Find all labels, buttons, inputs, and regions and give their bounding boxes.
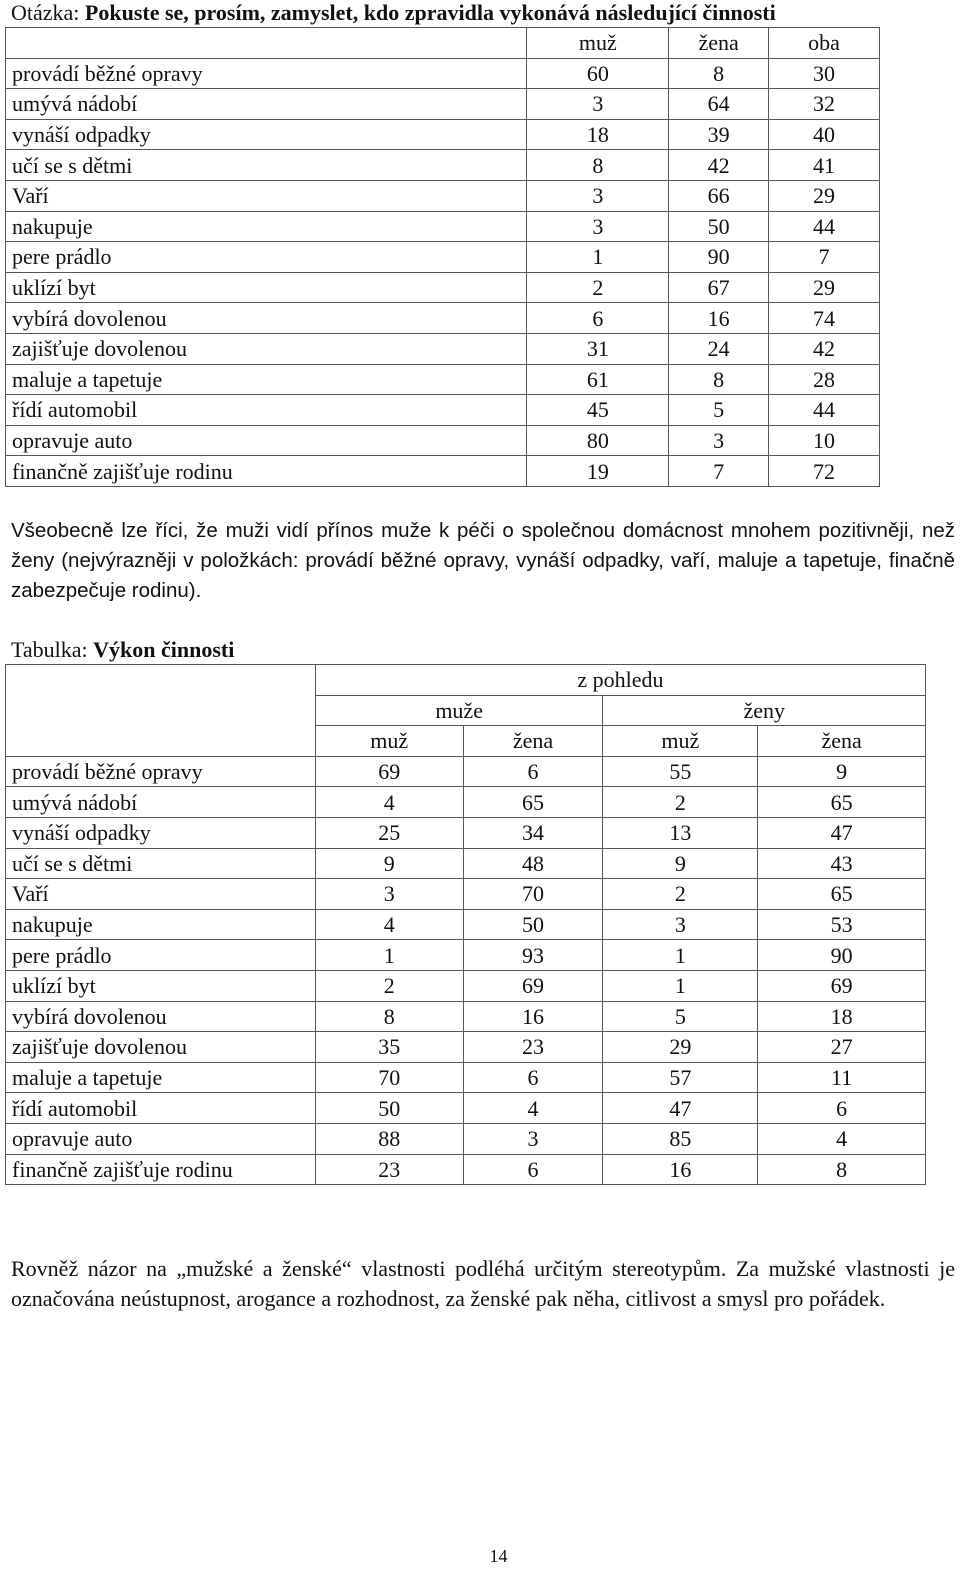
- row-label: finančně zajišťuje rodinu: [6, 456, 527, 487]
- row-label: umývá nádobí: [6, 89, 527, 120]
- page-number: 14: [489, 1546, 508, 1566]
- value-cell: 19: [527, 456, 669, 487]
- value-cell: 70: [463, 879, 603, 910]
- table-row: [6, 1001, 926, 1032]
- value-cell: 88: [315, 1123, 463, 1154]
- value-cell: 6: [463, 1062, 603, 1093]
- value-cell: 65: [758, 879, 926, 910]
- row-label: Vaří: [6, 879, 316, 910]
- table-row: [6, 1062, 926, 1093]
- row-label: provádí běžné opravy: [6, 58, 527, 89]
- table-row: [6, 970, 926, 1001]
- value-cell: 6: [527, 303, 669, 334]
- value-cell: 44: [769, 395, 880, 426]
- value-cell: 47: [603, 1093, 758, 1124]
- table-row: [6, 303, 880, 334]
- value-cell: 5: [669, 395, 769, 426]
- row-label: maluje a tapetuje: [6, 364, 527, 395]
- value-cell: 41: [769, 150, 880, 181]
- table-row: [6, 940, 926, 971]
- value-cell: 16: [603, 1154, 758, 1185]
- value-cell: 13: [603, 817, 758, 848]
- table-row: [6, 848, 926, 879]
- value-cell: 53: [758, 909, 926, 940]
- value-cell: 29: [603, 1032, 758, 1063]
- table-row: [6, 364, 880, 395]
- value-cell: 29: [769, 180, 880, 211]
- value-cell: 85: [603, 1123, 758, 1154]
- value-cell: 23: [315, 1154, 463, 1185]
- value-cell: 2: [603, 879, 758, 910]
- value-cell: 18: [758, 1001, 926, 1032]
- value-cell: 1: [315, 940, 463, 971]
- value-cell: 9: [603, 848, 758, 879]
- row-label: učí se s dětmi: [6, 848, 316, 879]
- row-label: Vaří: [6, 180, 527, 211]
- subgroup-header-muze: muže: [315, 695, 603, 726]
- column-header-zena: žena: [758, 726, 926, 757]
- row-label: pere prádlo: [6, 940, 316, 971]
- value-cell: 29: [769, 272, 880, 303]
- value-cell: 9: [758, 756, 926, 787]
- row-label: řídí automobil: [6, 395, 527, 426]
- value-cell: 4: [315, 787, 463, 818]
- value-cell: 8: [527, 150, 669, 181]
- question-line: [11, 0, 776, 26]
- header-blank-cell: [6, 665, 316, 757]
- table-row: [6, 211, 880, 242]
- value-cell: 16: [463, 1001, 603, 1032]
- value-cell: 25: [315, 817, 463, 848]
- activity-table: [5, 27, 880, 487]
- row-label: vybírá dovolenou: [6, 303, 527, 334]
- value-cell: 3: [315, 879, 463, 910]
- value-cell: 4: [315, 909, 463, 940]
- value-cell: 8: [669, 58, 769, 89]
- table-row: [6, 756, 926, 787]
- value-cell: 57: [603, 1062, 758, 1093]
- value-cell: 48: [463, 848, 603, 879]
- performance-table: [5, 664, 926, 1185]
- value-cell: 4: [463, 1093, 603, 1124]
- value-cell: 61: [527, 364, 669, 395]
- value-cell: 42: [769, 333, 880, 364]
- table-row: [6, 333, 880, 364]
- row-label: pere prádlo: [6, 242, 527, 273]
- table-row: [6, 1123, 926, 1154]
- row-label: opravuje auto: [6, 425, 527, 456]
- table-row: [6, 58, 880, 89]
- column-header-zena: žena: [463, 726, 603, 757]
- question-text: Pokuste se, prosím, zamyslet, kdo zpravidla vykonává následující činnosti: [84, 0, 776, 25]
- value-cell: 40: [769, 119, 880, 150]
- table-row: [6, 180, 880, 211]
- value-cell: 24: [669, 333, 769, 364]
- column-header-zena: žena: [669, 28, 769, 59]
- value-cell: 90: [669, 242, 769, 273]
- value-cell: 3: [527, 211, 669, 242]
- value-cell: 65: [758, 787, 926, 818]
- table-row: [6, 272, 880, 303]
- row-label: vynáší odpadky: [6, 817, 316, 848]
- value-cell: 27: [758, 1032, 926, 1063]
- value-cell: 4: [758, 1123, 926, 1154]
- row-label: zajišťuje dovolenou: [6, 1032, 316, 1063]
- row-label: uklízí byt: [6, 272, 527, 303]
- row-label: uklízí byt: [6, 970, 316, 1001]
- value-cell: 44: [769, 211, 880, 242]
- value-cell: 80: [527, 425, 669, 456]
- value-cell: 72: [769, 456, 880, 487]
- value-cell: 8: [669, 364, 769, 395]
- table-row: [6, 787, 926, 818]
- value-cell: 3: [527, 180, 669, 211]
- value-cell: 3: [527, 89, 669, 120]
- row-label: vynáší odpadky: [6, 119, 527, 150]
- row-label: řídí automobil: [6, 1093, 316, 1124]
- value-cell: 2: [603, 787, 758, 818]
- value-cell: 3: [463, 1123, 603, 1154]
- row-label: opravuje auto: [6, 1123, 316, 1154]
- row-label: maluje a tapetuje: [6, 1062, 316, 1093]
- value-cell: 50: [315, 1093, 463, 1124]
- value-cell: 32: [769, 89, 880, 120]
- value-cell: 64: [669, 89, 769, 120]
- value-cell: 65: [463, 787, 603, 818]
- value-cell: 31: [527, 333, 669, 364]
- value-cell: 16: [669, 303, 769, 334]
- value-cell: 7: [769, 242, 880, 273]
- value-cell: 47: [758, 817, 926, 848]
- value-cell: 6: [463, 1154, 603, 1185]
- table-caption-prefix: Tabulka:: [11, 637, 88, 662]
- table-row: [6, 395, 880, 426]
- value-cell: 90: [758, 940, 926, 971]
- value-cell: 39: [669, 119, 769, 150]
- value-cell: 3: [603, 909, 758, 940]
- value-cell: 69: [315, 756, 463, 787]
- column-header-muz: muž: [315, 726, 463, 757]
- value-cell: 1: [603, 970, 758, 1001]
- table-row: [6, 425, 880, 456]
- value-cell: 42: [669, 150, 769, 181]
- table-row: [6, 1154, 926, 1185]
- value-cell: 50: [669, 211, 769, 242]
- value-cell: 6: [758, 1093, 926, 1124]
- column-header-oba: oba: [769, 28, 880, 59]
- table-row: [6, 242, 880, 273]
- value-cell: 34: [463, 817, 603, 848]
- header-blank-cell: [6, 28, 527, 59]
- value-cell: 43: [758, 848, 926, 879]
- value-cell: 7: [669, 456, 769, 487]
- group-header-z-pohledu: z pohledu: [315, 665, 925, 696]
- summary-paragraph: Všeobecně lze říci, že muži vidí přínos muže k péči o společnou domácnost mnohem pozitivněji, než ženy (nejvýrazněji v položkách: provádí běžné opravy, vynáší odpadky, vaří, maluje a tapetuje, finačně zabezpečuje rodinu).: [11, 519, 955, 602]
- column-header-muz: muž: [603, 726, 758, 757]
- value-cell: 6: [463, 756, 603, 787]
- column-header-muz: muž: [527, 28, 669, 59]
- subgroup-header-zeny: ženy: [603, 695, 926, 726]
- table-row: [6, 456, 880, 487]
- row-label: umývá nádobí: [6, 787, 316, 818]
- row-label: vybírá dovolenou: [6, 1001, 316, 1032]
- value-cell: 18: [527, 119, 669, 150]
- table-header-row: [6, 28, 880, 59]
- table-row: [6, 1032, 926, 1063]
- question-prefix: Otázka:: [11, 0, 80, 25]
- value-cell: 67: [669, 272, 769, 303]
- value-cell: 60: [527, 58, 669, 89]
- table-row: [6, 1093, 926, 1124]
- value-cell: 74: [769, 303, 880, 334]
- value-cell: 8: [758, 1154, 926, 1185]
- value-cell: 69: [463, 970, 603, 1001]
- value-cell: 28: [769, 364, 880, 395]
- table-row: [6, 150, 880, 181]
- value-cell: 9: [315, 848, 463, 879]
- table-row: [6, 909, 926, 940]
- value-cell: 3: [669, 425, 769, 456]
- table-caption-title: Výkon činnosti: [93, 637, 235, 662]
- value-cell: 10: [769, 425, 880, 456]
- value-cell: 69: [758, 970, 926, 1001]
- table-caption: [11, 636, 234, 664]
- row-label: nakupuje: [6, 211, 527, 242]
- row-label: zajišťuje dovolenou: [6, 333, 527, 364]
- table-row: [6, 817, 926, 848]
- value-cell: 93: [463, 940, 603, 971]
- value-cell: 11: [758, 1062, 926, 1093]
- value-cell: 70: [315, 1062, 463, 1093]
- value-cell: 8: [315, 1001, 463, 1032]
- value-cell: 30: [769, 58, 880, 89]
- value-cell: 45: [527, 395, 669, 426]
- value-cell: 2: [315, 970, 463, 1001]
- table-row: [6, 879, 926, 910]
- value-cell: 5: [603, 1001, 758, 1032]
- row-label: učí se s dětmi: [6, 150, 527, 181]
- table-row: [6, 119, 880, 150]
- group-header-row: [6, 665, 926, 696]
- value-cell: 50: [463, 909, 603, 940]
- value-cell: 55: [603, 756, 758, 787]
- stereotype-paragraph: Rovněž názor na „mužské a ženské“ vlastnosti podléhá určitým stereotypům. Za mužské vlastnosti je označována neústupnost, arogance a rozhodnost, za ženské pak něha, citlivost a smysl pro pořádek.: [11, 1256, 955, 1311]
- value-cell: 35: [315, 1032, 463, 1063]
- value-cell: 2: [527, 272, 669, 303]
- row-label: finančně zajišťuje rodinu: [6, 1154, 316, 1185]
- row-label: provádí běžné opravy: [6, 756, 316, 787]
- value-cell: 66: [669, 180, 769, 211]
- value-cell: 1: [527, 242, 669, 273]
- value-cell: 23: [463, 1032, 603, 1063]
- value-cell: 1: [603, 940, 758, 971]
- table-row: [6, 89, 880, 120]
- row-label: nakupuje: [6, 909, 316, 940]
